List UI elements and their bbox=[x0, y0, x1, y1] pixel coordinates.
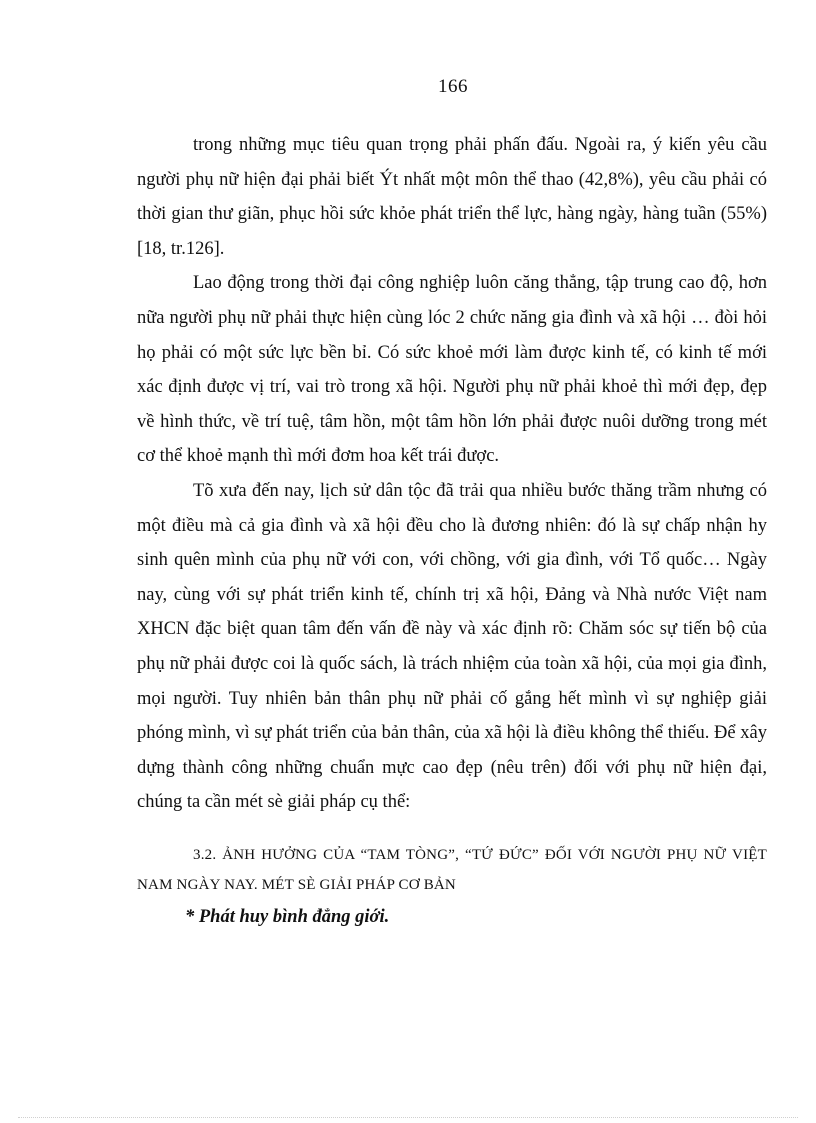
paragraph-2: Lao động trong thời đại công nghiệp luôn căng thẳng, tập trung cao độ, hơn nữa người phụ nữ phải thực hiện cùng lóc 2 chức năng gia đình và xã hội … đòi hỏi họ phải có một sức lực bền bỉ. Có sức khoẻ mới làm được kinh tế, có kinh tế mới xác định được vị trí, vai trò trong xã hội. Người phụ nữ phải khoẻ thì mới đẹp, đẹp về hình thức, về trí tuệ, tâm hồn, một tâm hồn lớn phải được nuôi dưỡng trong mét cơ thể khoẻ mạnh thì mới đơm hoa kết trái được. bbox=[137, 273, 767, 467]
page-body bbox=[137, 128, 767, 934]
section-subheading: * Phát huy bình đẳng giới. bbox=[185, 906, 390, 927]
paragraph-1: trong những mục tiêu quan trọng phải phấn đấu. Ngoài ra, ý kiến yêu cầu người phụ nữ hiện đại phải biết Ýt nhất một môn thể thao (42,8%), yêu cầu phải có thời gian thư giãn, phục hồi sức khỏe phát triển thể lực, hàng ngày, hàng tuần (55%) [18, tr.126]. bbox=[137, 135, 767, 259]
page-number: 166 bbox=[438, 76, 468, 97]
section-heading: 3.2. ẢNH HƯỞNG CỦA “TAM TÒNG”, “TỨ ĐỨC” ĐỐI VỚI NGƯỜI PHỤ NỮ VIỆT NAM NGÀY NAY. MÉT SÈ GIẢI PHÁP CƠ BẢN bbox=[137, 846, 767, 893]
page-bottom-rule bbox=[18, 1117, 798, 1118]
paragraph-3: Tõ xưa đến nay, lịch sử dân tộc đã trải qua nhiều bước thăng trầm nhưng có một điều mà cả gia đình và xã hội đều cho là đương nhiên: đó là sự chấp nhận hy sinh quên mình của phụ nữ với con, với chồng, với gia đình, với Tổ quốc… Ngày nay, cùng với sự phát triển kinh tế, chính trị xã hội, Đảng và Nhà nước Việt nam XHCN đặc biệt quan tâm đến vấn đề này và xác định rõ: Chăm sóc sự tiến bộ của phụ nữ phải được coi là quốc sách, là trách nhiệm của toàn xã hội, của mọi gia đình, mọi người. Tuy nhiên bản thân phụ nữ phải cố gắng hết mình vì sự nghiệp giải phóng mình, vì sự phát triển của bản thân, của xã hội là điều không thể thiếu. Để xây dựng thành công những chuẩn mực cao đẹp (nêu trên) đối với phụ nữ hiện đại, chúng ta cần mét sè giải pháp cụ thể: bbox=[137, 480, 767, 813]
